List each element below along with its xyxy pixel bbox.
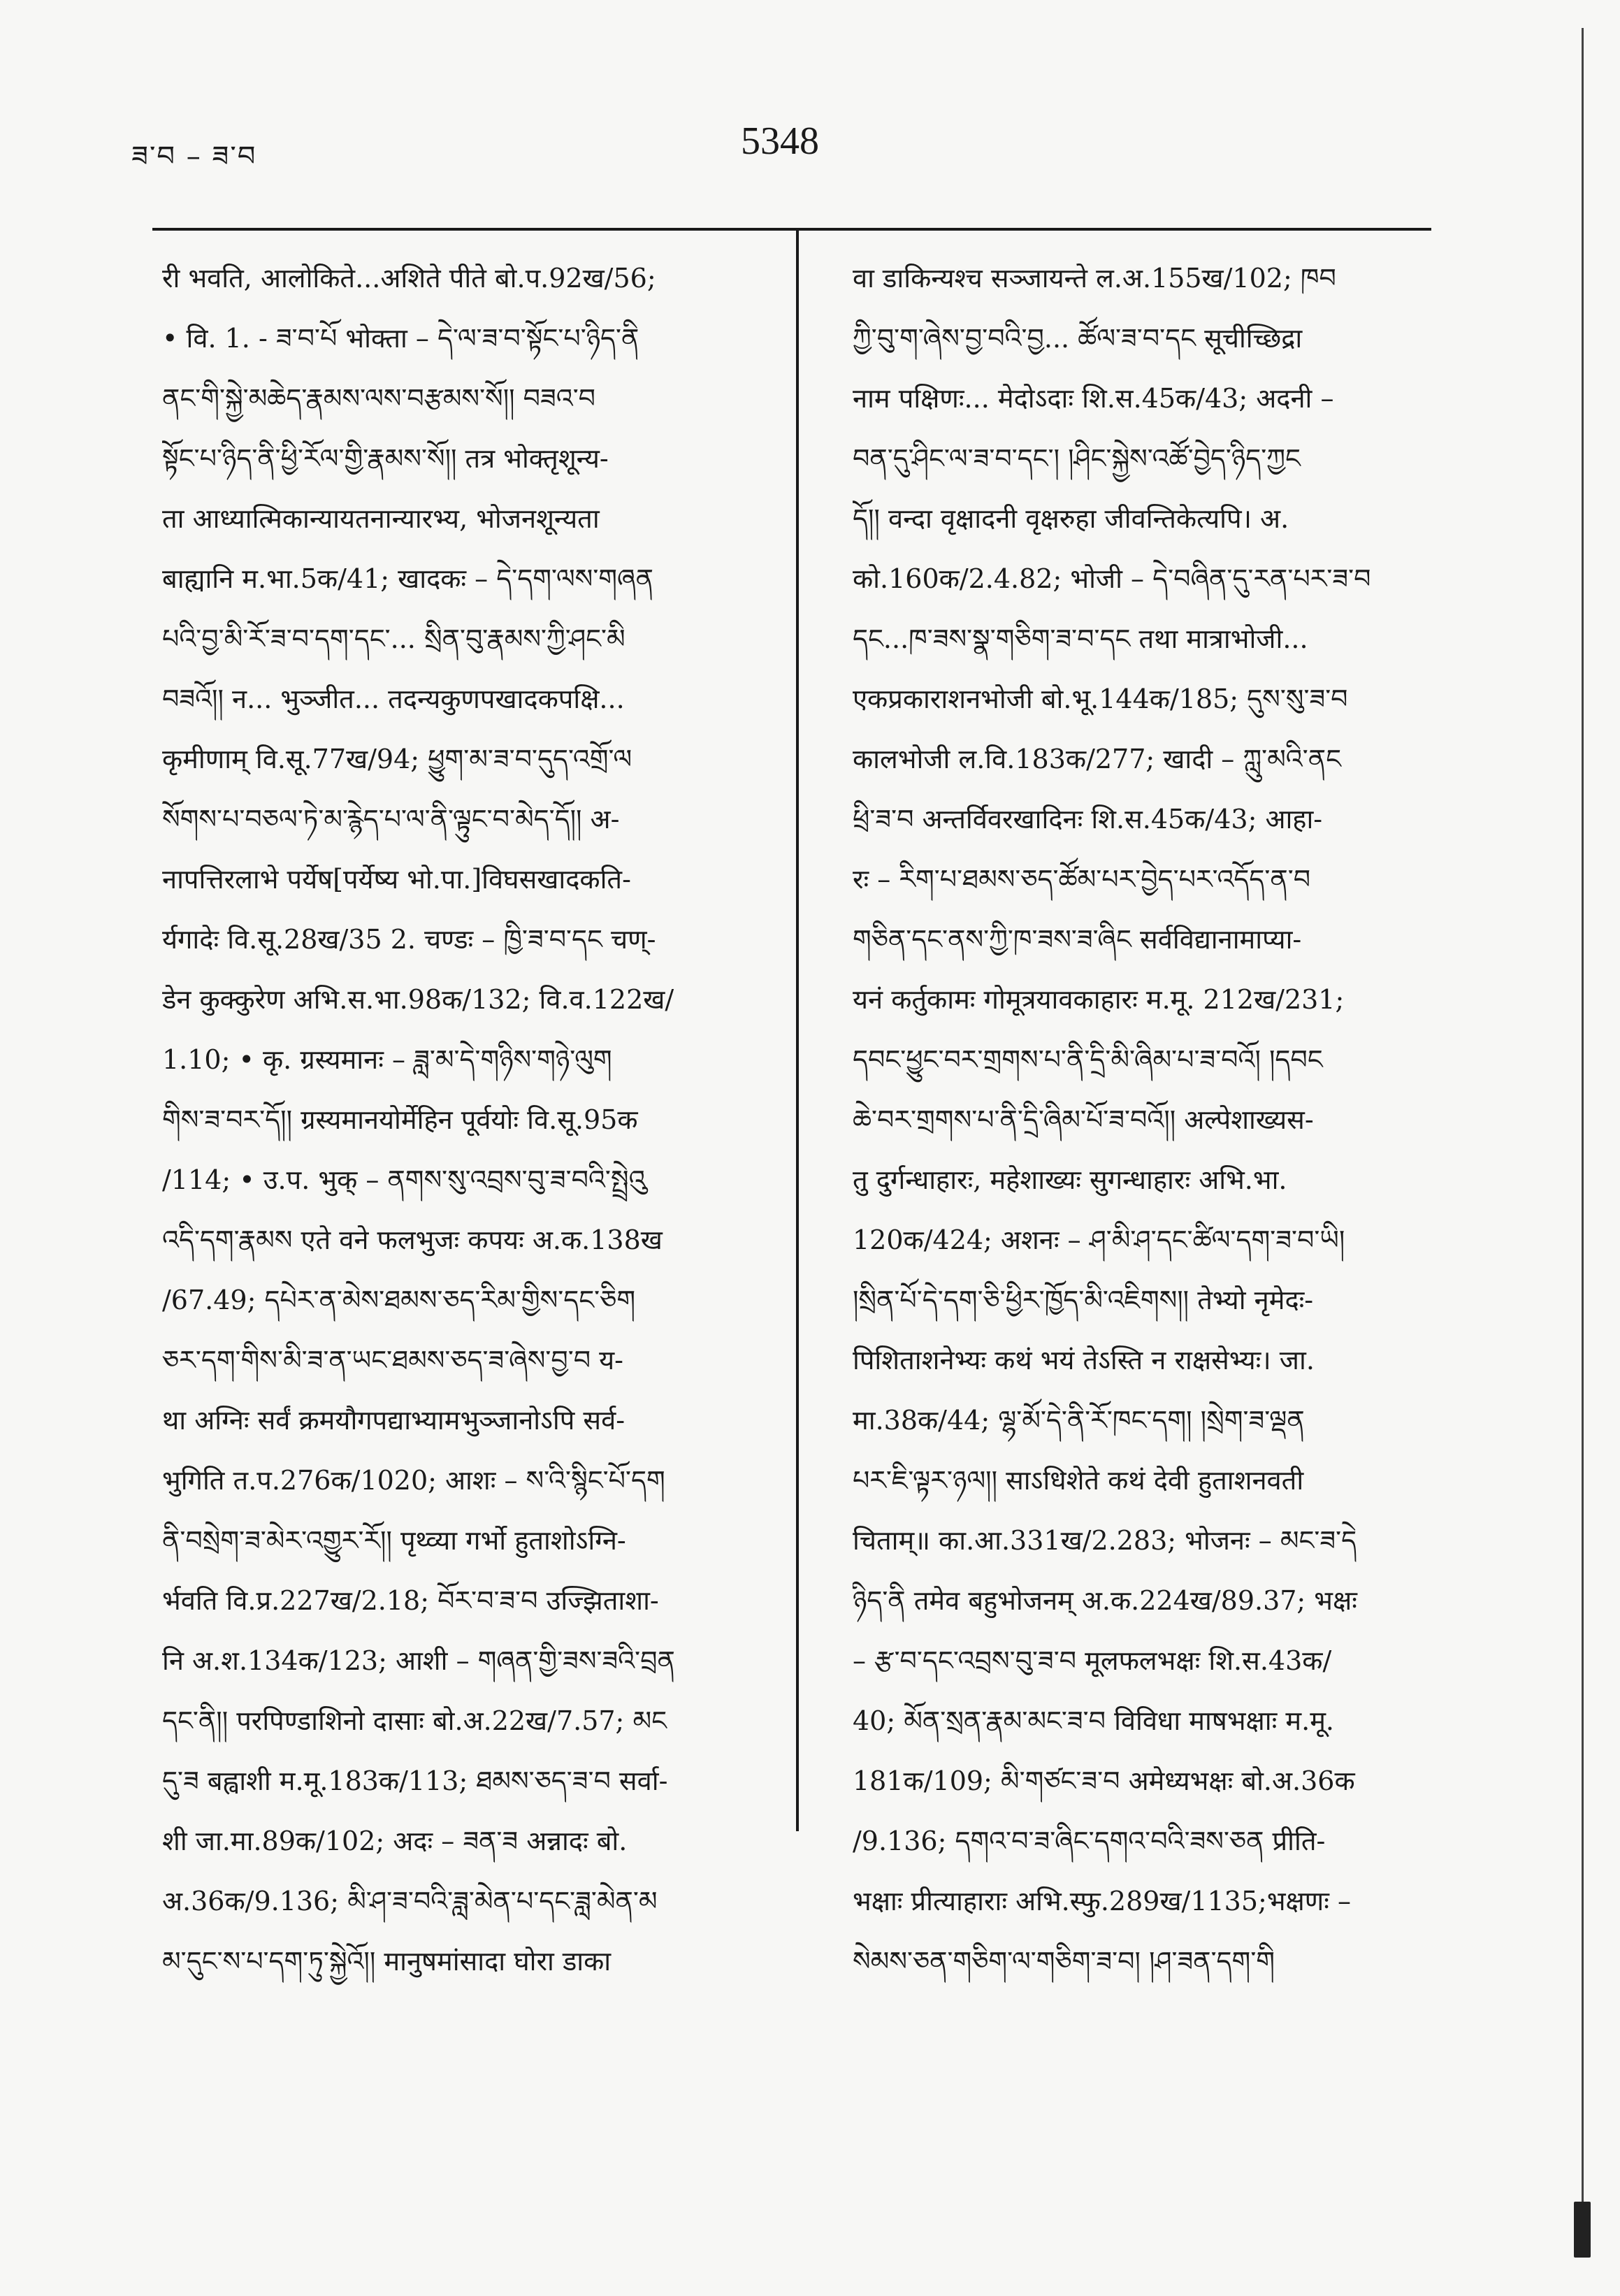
text-line: ཅར་དག་གིས་མི་ཟ་ན་ཡང་ཐམས་ཅད་ཟ་ཞེས་བྱ་བ य- <box>162 1345 624 1376</box>
text-line: अ.36क/9.136; མི་ཤ་ཟ་བའི་ཟླ་མེན་པ་དང་ཟླ་མེན་མ <box>162 1886 658 1916</box>
text-line: ཀྱི་བུ་ག་ཞེས་བྱ་བའི་བྱ... ཚོལ་ཟ་བ་དང सूचीच्छिद्रा <box>853 323 1303 354</box>
text-line: था अग्निः सर्वं क्रमयौगपद्याभ्यामभुञ्जानोऽपि सर्व- <box>162 1405 625 1436</box>
text-line: །སྲིན་པོ་དེ་དག་ཅི་ཕྱིར་ཁྱོད་མི་འཇིགས།། तेभ्यो नृमेदः- <box>853 1285 1314 1315</box>
text-line: रः – རིག་པ་ཐམས་ཅད་ཚོམ་པར་བྱེད་པར་འདོད་ན་བ <box>853 864 1311 895</box>
text-line: ཆེ་བར་གྲགས་པ་ནི་དྲི་ཞིམ་པོ་ཟ་བའོ།། अल्पेशाख्यस- <box>853 1104 1314 1135</box>
page-header-left: ཟ་བ – ཟ་བ <box>131 140 257 173</box>
text-line: བན་དུ་ཤིང་ལ་ཟ་བ་དང་། །ཤིང་སྐྱེས་འཚོ་བྱེད་ཉིད་ཀྱང <box>853 443 1301 474</box>
text-line: /67.49; དཔེར་ན་མེས་ཐམས་ཅད་རིམ་གྱིས་དང་ཅིག <box>162 1285 636 1315</box>
text-line: नाम पक्षिणः... मेदोऽदाः शि.स.45क/43; अदनी – <box>853 383 1334 414</box>
text-line: ནང་གི་སྐྱེ་མཆེད་རྣམས་ལས་བརྩམས་སོ།། བཟའ་བ <box>162 383 596 414</box>
text-line: སོགས་པ་བཅལ་ཏེ་མ་རྙེད་པ་ལ་ནི་ལྟུང་བ་མེད་དོ།། अ- <box>162 804 620 835</box>
text-line: री भवति, आलोकिते...अशिते पीते बो.प.92ख/56; <box>162 263 656 294</box>
text-line: དང...ཁ་ཟས་སྣ་གཅིག་ཟ་བ་དང तथा मात्राभोजी... <box>853 623 1308 654</box>
text-line: नापत्तिरलाभे पर्येष[पर्येष्य भो.पा.]विघसखादकति- <box>162 864 631 895</box>
text-line: པར་ཇི་ལྟར་ཉལ།། साऽधिशेते कथं देवी हुताशनवती <box>853 1465 1304 1496</box>
page-edge-mark <box>1574 2202 1591 2258</box>
text-line: /114; • उ.प. भुक् – ནགས་སུ་འབྲས་བུ་ཟ་བའི་སྤྲེའུ <box>162 1164 646 1195</box>
text-line: ཕྲི་ཟ་བ अन्तर्विवरखादिनः शि.स.45क/43; आहा- <box>853 804 1323 835</box>
text-line: एकप्रकाराशनभोजी बो.भू.144क/185; དུས་སུ་ཟ་བ <box>853 684 1348 714</box>
text-line: भुगिति त.प.276क/1020; आशः – ས་འི་སྙིང་པོ་དག <box>162 1465 665 1496</box>
text-line: བཟའོ།། न... भुञ्जीत... तदन्यकुणपखादकपक्षि... <box>162 684 625 714</box>
text-line: 181क/109; མི་གཙང་ཟ་བ अमेध्यभक्षः बो.अ.36क <box>853 1766 1355 1796</box>
right-column <box>853 248 1433 1991</box>
page-number: 5348 <box>741 120 819 163</box>
text-line: नि अ.श.134क/123; आशी – གཞན་གྱི་ཟས་ཟའི་བྲན <box>162 1645 675 1676</box>
text-line: र्भवति वि.प्र.227ख/2.18; བོར་བ་ཟ་བ उज्झिताशा- <box>162 1585 659 1616</box>
text-line: འདི་དག་རྣམས एते वने फलभुजः कपयः अ.क.138ख <box>162 1225 663 1255</box>
left-column <box>162 248 777 1991</box>
text-line: र्यगादेः वि.सू.28ख/35 2. चण्डः – ཁྱི་ཟ་བ་དང चण्- <box>162 924 656 955</box>
text-line: पिशिताशनेभ्यः कथं भयं तेऽस्ति न राक्षसेभ्यः। जा. <box>853 1345 1315 1376</box>
text-line: • वि. 1. ‑ ཟ་བ་པོ भोक्ता – དེ་ལ་ཟ་བ་སྟོང་པ་ཉིད་ནི <box>162 323 639 354</box>
text-line: चिताम्॥ का.आ.331ख/2.283; भोजनः – མང་ཟ་དེ <box>853 1525 1357 1556</box>
text-line: मा.38क/44; ལྷ་མོ་དེ་ནི་རོ་ཁང་དག། །སྲེག་ཟ་ལྡན <box>853 1405 1305 1436</box>
text-line: གཅིན་དང་ནས་ཀྱི་ཁ་ཟས་ཟ་ཞིང सर्वविद्यानामाप्या- <box>853 924 1302 955</box>
text-line: གིས་ཟ་བར་དོ།། ग्रस्यमानयोर्मेहिन पूर्वयोः वि.सू.95क <box>162 1104 638 1135</box>
text-line: – རྩ་བ་དང་འབྲས་བུ་ཟ་བ मूलफलभक्षः शि.स.43क/ <box>853 1645 1332 1676</box>
text-line: वा डाकिन्यश्च सञ्जायन्ते ल.अ.155ख/102; ཁབ <box>853 263 1336 294</box>
text-line: དང་ནི།། परपिण्डाशिनो दासाः बो.अ.22ख/7.57; མང <box>162 1705 667 1736</box>
text-line: बाह्यानि म.भा.5क/41; खादकः – དེ་དག་ལས་གཞན <box>162 563 653 594</box>
text-line: 40; མོན་སྲན་རྣམ་མང་ཟ་བ विविधा माषभक्षाः म.मू. <box>853 1705 1335 1736</box>
column-divider <box>796 231 799 1831</box>
text-line: भक्षाः प्रीत्याहाराः अभि.स्फु.289ख/1135;भक्षणः – <box>853 1886 1352 1916</box>
text-line: /9.136; དགའ་བ་ཟ་ཞིང་དགའ་བའི་ཟས་ཅན प्रीति- <box>853 1826 1326 1856</box>
text-line: शी जा.मा.89क/102; अदः – ཟན་ཟ अन्नादः बो. <box>162 1826 628 1856</box>
text-line: डेन कुक्कुरेण अभि.स.भा.98क/132; वि.व.122ख/ <box>162 984 674 1015</box>
text-line: དུ་ཟ बह्वाशी म.मू.183क/113; ཐམས་ཅད་ཟ་བ सर्वा- <box>162 1766 668 1796</box>
text-line: ཉིད་ནི तमेव बहुभोजनम् अ.क.224ख/89.37; भक्षः <box>853 1585 1357 1616</box>
text-line: कालभोजी ल.वि.183क/277; खादी – ཀླུ་མའི་ནང <box>853 744 1341 774</box>
text-line: མ་དུང་ས་པ་དག་ཏུ་སྐྱེའོ།། मानुषमांसादा घोरा डाका <box>162 1946 612 1977</box>
text-line: སེམས་ཅན་གཅིག་ལ་གཅིག་ཟ་བ། །ཤ་ཟན་དག་གི <box>853 1946 1275 1977</box>
page-edge-line <box>1582 28 1584 2223</box>
text-line: यनं कर्तुकामः गोमूत्रयावकाहारः म.मू. 212ख/231; <box>853 984 1345 1015</box>
header-rule <box>152 228 1431 231</box>
text-line: སྟོང་པ་ཉིད་ནི་ཕྱི་རོལ་གྱི་རྣམས་སོ།། तत्र भोक्तृशून्य- <box>162 443 609 474</box>
text-line: དབང་ཕྱུང་བར་གྲགས་པ་ནི་དྲི་མི་ཞིམ་པ་ཟ་བའོ། །དབང <box>853 1044 1323 1075</box>
text-line: པའི་བྱ་མི་རོ་ཟ་བ་དག་དང་... སྲིན་བུ་རྣམས་ཀྱི་ཤང་མི <box>162 623 625 654</box>
text-line: को.160क/2.4.82; भोजी – དེ་བཞིན་དུ་རན་པར་ཟ་བ <box>853 563 1371 594</box>
text-line: कृमीणाम् वि.सू.77ख/94; ཕྱུག་མ་ཟ་བ་དུད་འགྲོ་ལ <box>162 744 632 774</box>
text-line: དོ།། वन्दा वृक्षादनी वृक्षरुहा जीवन्तिकेत्यपि। अ. <box>853 503 1289 534</box>
text-line: 1.10; • कृ. ग्रस्यमानः – ཟླ་མ་དེ་གཉིས་གཉེ་ལུག <box>162 1044 612 1075</box>
text-line: ता आध्यात्मिकान्यायतनान्यारभ्य, भोजनशून्यता <box>162 503 600 534</box>
text-line: 120क/424; अशनः – ཤ་མི་ཤ་དང་ཚིལ་དག་ཟ་བ་ཡི། <box>853 1225 1345 1255</box>
text-line: तु दुर्गन्धाहारः, महेशाख्यः सुगन्धाहारः अभि.भा. <box>853 1164 1287 1195</box>
text-line: ནི་བསྲེག་ཟ་མེར་འགྱུར་རོ།། पृथ्व्या गर्भो हुताशोऽग्नि- <box>162 1525 626 1556</box>
